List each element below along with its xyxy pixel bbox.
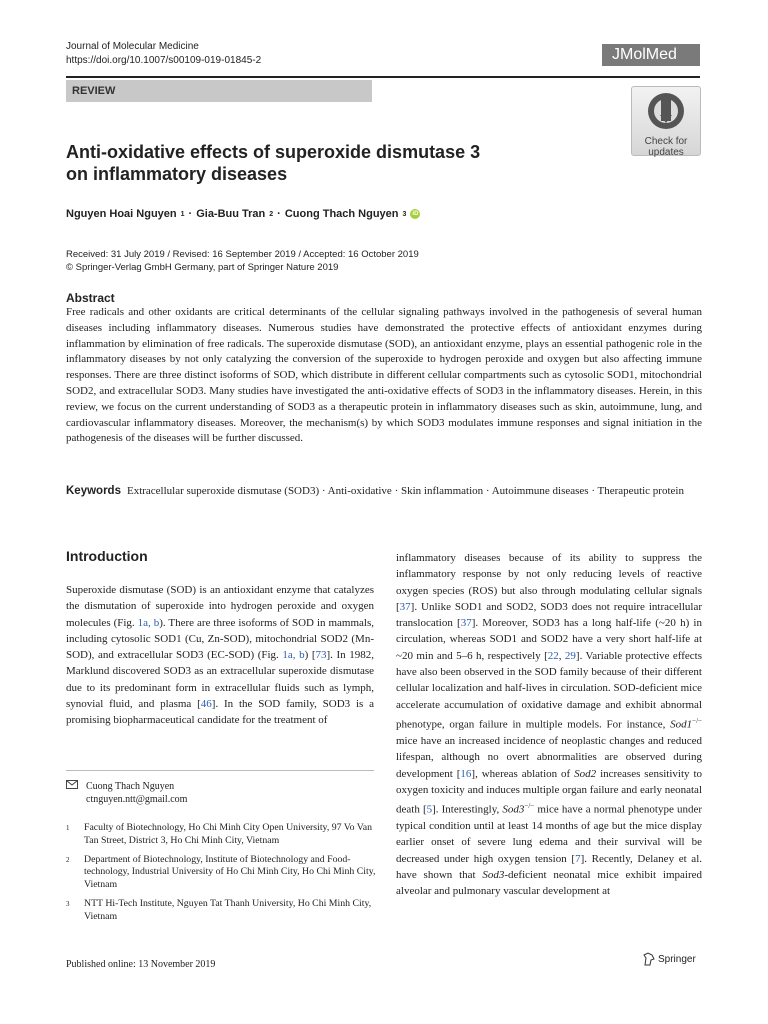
citation-link[interactable]: 46: [200, 698, 212, 711]
gene-name: Sod3: [502, 803, 525, 816]
keywords: [66, 484, 702, 500]
envelope-icon: [66, 780, 78, 789]
publisher-logo: [643, 952, 696, 966]
body-text: ], whereas ablation of: [471, 767, 575, 780]
journal-info: [66, 40, 261, 68]
keywords-list: Extracellular superoxide dismutase (SOD3) · Anti-oxidative · Skin inflammation · Autoimmune diseases · Therapeutic protein: [126, 485, 684, 497]
author-list: [66, 208, 420, 220]
body-text: ]. Interestingly,: [432, 803, 503, 816]
gene-name: Sod3: [482, 868, 505, 881]
affiliation-text: Faculty of Biotechnology, Ho Chi Minh City Open University, 97 Vo Van Tan Street, District 3, Ho Chi Minh City, Vietnam: [84, 822, 373, 846]
article-dates: [66, 248, 419, 274]
citation-link[interactable]: 1a, b: [282, 649, 305, 662]
author-separator: ·: [188, 208, 193, 220]
footnote-rule: [66, 770, 374, 771]
gene-name: Sod2: [574, 767, 597, 780]
affiliation-item: [66, 898, 376, 924]
title-line: on inflammatory diseases: [66, 164, 288, 184]
intro-right-column: [396, 550, 702, 900]
history-dates: Received: 31 July 2019 / Revised: 16 September 2019 / Accepted: 16 October 2019: [66, 249, 419, 260]
affiliation-item: [66, 854, 376, 892]
body-text: mice have a normal phenotype under typical condition until at least 14 months of age but the mice display earlier onset of severe lung edema and their survival will be decreased under high oxygen tension [: [396, 803, 702, 865]
doi-link[interactable]: https://doi.org/10.1007/s00109-019-01845-2: [66, 55, 262, 66]
author-affiliation-mark: 2: [269, 210, 274, 218]
author-name[interactable]: Gia-Buu Tran: [196, 208, 266, 220]
body-text: mice have an increased incidence of neoplastic changes and reduced lifespan, although no overt abnormalities are observed during development [: [396, 734, 702, 780]
published-date: Published online: 13 November 2019: [66, 959, 216, 970]
introduction-heading: Introduction: [66, 548, 148, 564]
citation-link[interactable]: 16: [460, 767, 472, 780]
affiliation-number: 1: [66, 824, 70, 832]
body-text: ]. In the SOD family, SOD3 is a promising biopharmaceutical candidate for the treatment of: [66, 698, 374, 727]
title-line: Anti-oxidative effects of superoxide dismutase 3: [66, 142, 481, 162]
body-text: -deficient neonatal mice exhibit impaired alveolar and pulmonary vascular development at: [396, 868, 702, 898]
body-text: ]. Unlike SOD1 and SOD2, SOD3 does not require intracellular translocation [: [396, 600, 702, 630]
author-separator: ·: [277, 208, 281, 220]
citation-link[interactable]: 1a, b: [137, 616, 160, 629]
author-affiliation-mark: 3: [402, 210, 407, 218]
crossmark-icon: [646, 91, 686, 131]
genotype-superscript: −/−: [524, 802, 535, 811]
intro-left-column: [66, 582, 374, 729]
header-rule: [66, 76, 700, 78]
affiliation-text: NTT Hi-Tech Institute, Nguyen Tat Thanh University, Ho Chi Minh City, Vietnam: [84, 897, 372, 922]
body-text: increases sensitivity to oxygen toxicity and induces multiple organ failure and early neonatal death [: [396, 767, 702, 816]
article-type-badge: REVIEW: [66, 80, 372, 102]
affiliation-item: [66, 822, 376, 848]
journal-name: Journal of Molecular Medicine: [66, 41, 199, 52]
article-title: [66, 141, 536, 185]
affiliation-number: 3: [66, 899, 70, 908]
body-text: ). There are three isoforms of SOD in mammals, including cytosolic SOD1 (Cu, Zn-SOD), mitochondrial SOD2 (Mn-SOD), and extracellular SOD3 (EC-SOD) (Fig.: [66, 616, 374, 662]
citation-link[interactable]: 37: [399, 600, 411, 613]
author-name[interactable]: Nguyen Hoai Nguyen: [66, 208, 177, 220]
correspondence: [66, 780, 187, 806]
body-text: ]. Variable protective effects have also been observed in the SOD family because of their different cellular localization and half-lives in circulation. SOD-deficient mice accelerate accumulation of oxidative damage and exhibit abnormal phenotype, organ failure in multiple models. For instance,: [396, 649, 703, 731]
abstract-text: Free radicals and other oxidants are critical determinants of the cellular signaling pathways involved in the pathogenesis of several human diseases including inflammatory diseases. Numerous studies have demonstrated the protective effects of antioxidant enzymes during inflammation by elimination of free radicals. The superoxide dismutase (SOD), an antioxidant enzyme, plays an essential pathogenic role in the inflammatory diseases by not only catalyzing the conversion of the superoxide to hydrogen peroxide and oxygen but also affecting immune responses. There are three distinct isoforms of SOD, which distribute in different cellular compartments such as cytosolic SOD1, mitochondrial SOD2, and extracellular SOD3. Many studies have investigated the anti-oxidative effects of SOD3 in the inflammatory diseases. Herein, in this review, we focus on the current understanding of SOD3 as a therapeutic protein in inflammatory diseases such as skin, autoimmune, lung, and cardiovascular inflammatory diseases. Moreover, the mechanism(s) by which SOD3 modulates immune responses and signal initiation in the pathogenesis of the diseases will be further discussed.: [66, 306, 702, 445]
citation-link[interactable]: 29: [564, 649, 576, 662]
corresponding-author: Cuong Thach Nguyen: [86, 781, 175, 792]
genotype-superscript: −/−: [692, 716, 702, 725]
affiliations: [66, 822, 376, 930]
orcid-icon[interactable]: iD: [412, 211, 419, 217]
body-text: Superoxide dismutase (SOD) is an antioxidant enzyme that catalyzes the dismutation of superoxide into hydrogen peroxide and oxygen molecules (Fig.: [66, 584, 374, 629]
citation-link[interactable]: 73: [315, 649, 327, 662]
check-for-updates-button[interactable]: [631, 86, 701, 156]
body-text: ]. Moreover, SOD3 has a long half-life (~20 h) in circulation, whereas SOD1 and SOD2 have a very short half-life at ~20 min and 5–6 h, respectively [: [396, 617, 702, 662]
body-text: ,: [558, 649, 565, 662]
body-text: inflammatory diseases because of its ability to suppress the inflammatory response by not only reducing levels of reactive oxygen species (ROS) but also through modulating cellular signals [: [396, 552, 702, 613]
citation-link[interactable]: 37: [460, 617, 472, 630]
citation-link[interactable]: 5: [426, 803, 433, 816]
keywords-heading: Keywords: [66, 485, 121, 497]
body-text: ) [: [304, 649, 316, 662]
author-affiliation-mark: 1: [180, 210, 185, 218]
corresponding-email[interactable]: ctnguyen.ntt@gmail.com: [86, 794, 188, 805]
author-name[interactable]: Cuong Thach Nguyen: [284, 208, 399, 220]
journal-brand: JMolMed: [602, 44, 700, 66]
body-text: ]. In 1982, Marklund discovered SOD3 as an extracellular superoxide dismutase due to its predominant form in extracellular fluids such as lymph, synovial fluid, and plasma [: [66, 649, 375, 711]
affiliation-text: Department of Biotechnology, Institute of Biotechnology and Food-technology, Industrial University of Ho Chi Minh City, Ho Chi Minh City, Vietnam: [84, 853, 376, 891]
check-updates-line2: updates: [648, 147, 684, 158]
abstract-heading: Abstract: [66, 291, 115, 305]
copyright-line: © Springer-Verlag GmbH Germany, part of Springer Nature 2019: [66, 262, 339, 273]
publisher-name: Springer: [658, 953, 696, 965]
check-updates-line1: Check for: [644, 136, 688, 147]
affiliation-number: 2: [66, 855, 70, 864]
citation-link[interactable]: 22: [547, 649, 559, 662]
body-text: ]. Recently, Delaney et al. have shown that: [396, 852, 702, 881]
springer-horse-icon: [643, 952, 655, 966]
gene-name: Sod1: [670, 718, 693, 731]
citation-link[interactable]: 7: [575, 852, 581, 865]
